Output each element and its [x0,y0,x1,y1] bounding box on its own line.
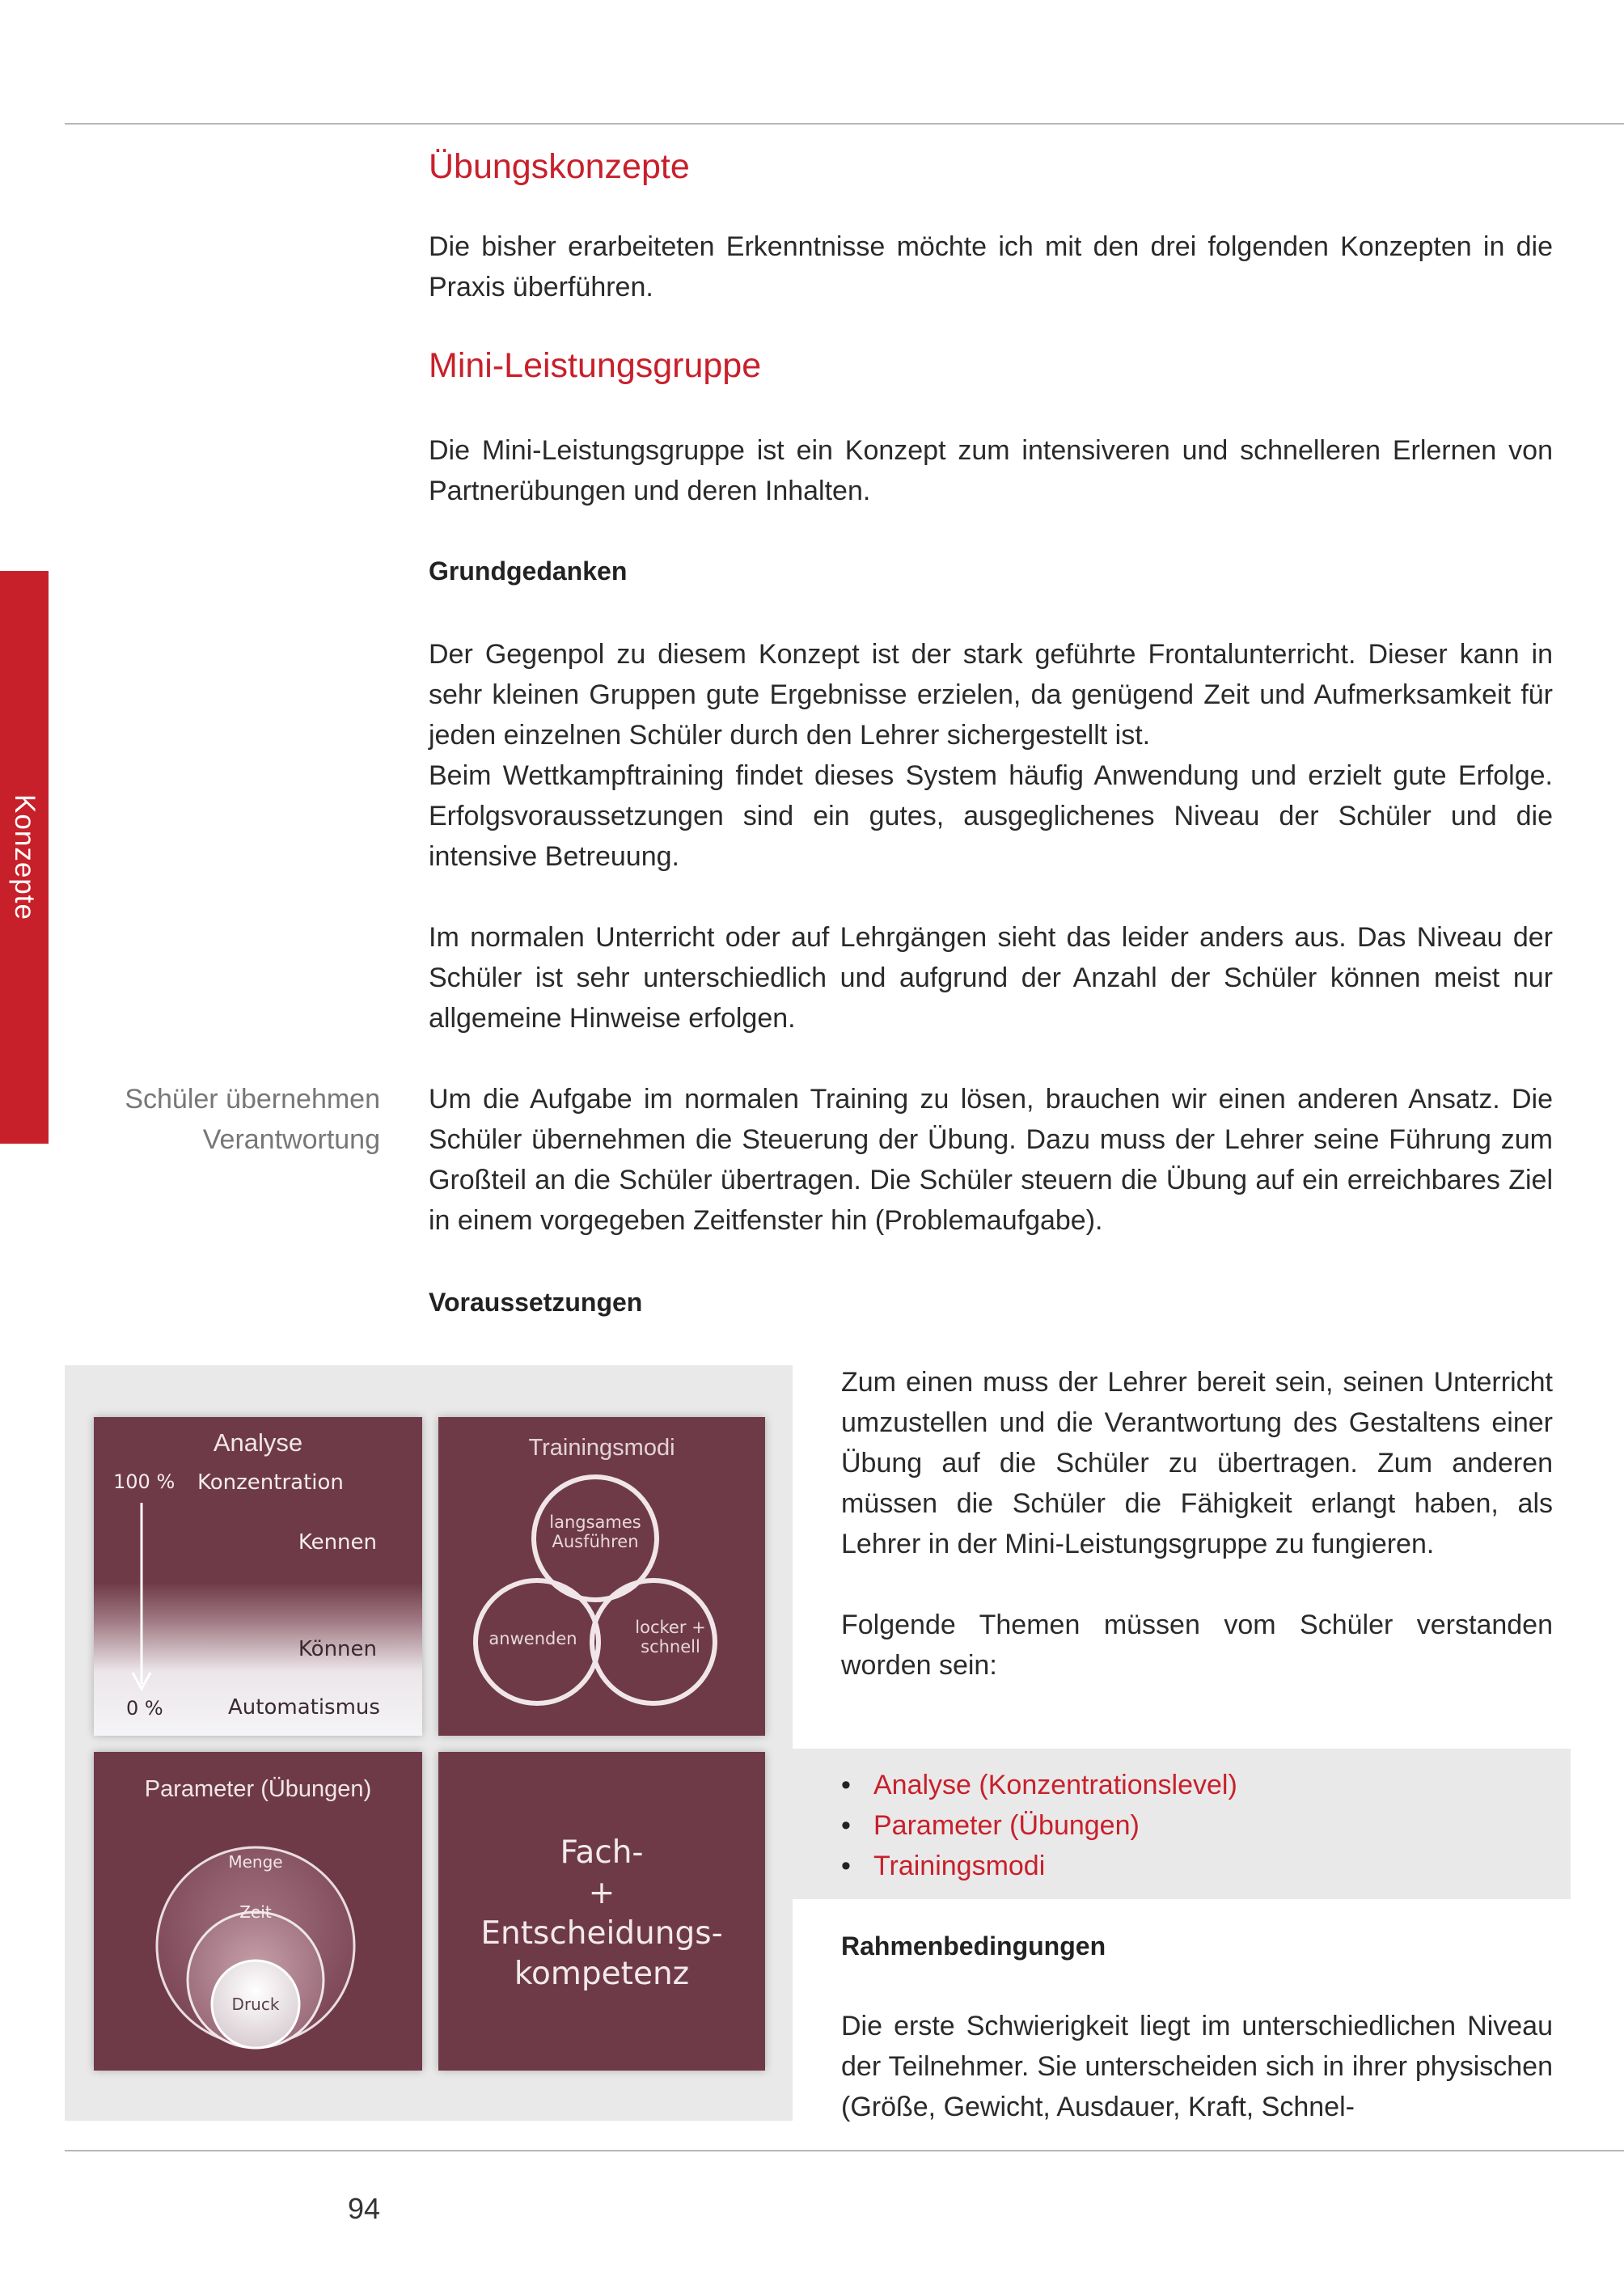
margin-note-line2: Verantwortung [202,1124,380,1155]
subheading-grundgedanken: Grundgedanken [429,556,628,586]
venn-label-right-line2: schnell [641,1637,700,1656]
topics-box [793,1749,1571,1899]
topics-list [841,1765,1237,1886]
para5-block [429,1079,1553,1241]
topic-analyse: Analyse (Konzentrationslevel) [873,1770,1237,1800]
section-tab-label: Konzepte [9,794,40,920]
section-tab [0,571,49,1144]
paragraph-themen: Folgende Themen müssen vom Schüler verstanden worden sein: [841,1610,1553,1681]
analyse-level-koennen: Können [298,1637,377,1661]
venn-label-left: anwenden [488,1629,577,1648]
intro-paragraph: Die bisher erarbeiteten Erkenntnisse möchte ich mit den drei folgenden Konzepten in die Praxis überführen. [429,231,1553,302]
trainingsmodi-title: Trainingsmodi [528,1435,675,1461]
kompetenz-line3: Entscheidungs- [480,1915,723,1952]
ring-label-zeit: Zeit [239,1902,272,1922]
paragraph-gegenpol: Der Gegenpol zu diesem Konzept ist der stark geführte Frontalunterricht. Dieser kann in sehr kleinen Gruppen gute Ergebnisse erzielen, da genügend Zeit und Aufmerksamkeit für jeden einzelnen Schüler durch den Lehrer sichergestellt ist. [429,639,1553,751]
kompetenz-text [438,1833,765,1995]
ring-label-druck: Druck [231,1995,280,2014]
concept-figure [65,1365,793,2121]
paragraph-ansatz: Um die Aufgabe im normalen Training zu lösen, brauchen wir einen anderen Ansatz. Die Schüler übernehmen die Steuerung der Übung. Dazu muss der Lehrer seine Führung zum Großteil an die Schüler übertragen. Die Schüler steuern die Übung auf ein erreichbares Ziel in einem vorgegeben Zeitfenster hin (Problemaufgabe). [429,1084,1553,1236]
heading-mini-leistungsgruppe: Mini-Leistungsgruppe [429,346,762,385]
venn-diagram [438,1417,765,1736]
list-item: • Parameter (Übungen) [841,1810,1140,1841]
paragraph-schwierigkeit: Die erste Schwierigkeit liegt im unterschiedlichen Niveau der Teilnehmer. Sie unterscheiden sich in ihrer physischen (Größe, Gewicht, Ausdauer, Kraft, Schnel- [841,2011,1553,2122]
analyse-panel [94,1417,422,1736]
bottom-rule [65,2150,1624,2151]
right-column-top [841,1362,1553,1686]
trainingsmodi-panel [438,1417,765,1736]
venn-label-right-line1: locker + [635,1618,706,1637]
kompetenz-line2: + [588,1875,615,1911]
topic-trainingsmodi: Trainingsmodi [873,1851,1046,1881]
intro-block [429,226,1553,307]
venn-label-right [618,1618,723,1656]
venn-label-top [534,1512,657,1551]
list-item: • Analyse (Konzentrationslevel) [841,1770,1237,1800]
parameter-title: Parameter (Übungen) [144,1776,372,1802]
paragraph-definition: Die Mini-Leistungsgruppe ist ein Konzept zum intensiveren und schnelleren Erlernen von Partnerübungen und deren Inhalten. [429,435,1553,506]
analyse-bottom-percent: 0 % [126,1697,163,1720]
paragraph-normaler-unterricht: Im normalen Unterricht oder auf Lehrgängen sieht das leider anders aus. Das Niveau der Schüler ist sehr unterschiedlich und aufgrund der Anzahl der Schüler können meist nur allgemeine Hinweise erfolgen. [429,922,1553,1034]
para4-block [429,917,1553,1039]
subheading-rahmenbedingungen: Rahmenbedingungen [841,1931,1106,1961]
parameter-panel [94,1752,422,2071]
para1-block [429,430,1553,511]
kompetenz-line4: kompetenz [514,1956,690,1992]
ring-label-menge: Menge [228,1852,283,1872]
paragraph-wettkampf: Beim Wettkampftraining findet dieses System häufig Anwendung und erzielt gute Erfolge. Erfolgsvoraussetzungen sind ein gutes, ausgeglichenes Niveau der Schüler und die intensive Betreuung. [429,760,1553,872]
analyse-level-automatismus: Automatismus [228,1695,380,1720]
analyse-title: Analyse [213,1428,303,1457]
analyse-top-percent: 100 % [113,1470,176,1493]
down-arrow-icon [129,1501,154,1695]
kompetenz-panel [438,1752,765,2071]
paragraph-lehrer-bereit: Zum einen muss der Lehrer bereit sein, seinen Unterricht umzustellen und die Verantwortung des Gestaltens einer Übung auf die Schüler zu übertragen. Zum anderen müssen die Schüler die Fähigkeit erlangt haben, als Lehrer in der Mini-Leistungsgruppe zu fungieren. [841,1367,1553,1559]
analyse-level-kennen: Kennen [298,1530,377,1555]
kompetenz-line1: Fach- [560,1834,644,1871]
page-number: 94 [348,2192,381,2225]
venn-label-top-line1: langsames [549,1512,641,1532]
venn-label-top-line2: Ausführen [552,1532,639,1551]
heading-uebungskonzepte: Übungskonzepte [429,147,690,186]
list-item: • Trainingsmodi [841,1851,1046,1881]
para2-block [429,634,1553,877]
subheading-voraussetzungen: Voraussetzungen [429,1288,643,1317]
margin-note-line1: Schüler übernehmen [125,1084,380,1115]
margin-note [73,1079,380,1160]
analyse-level-konzentration: Konzentration [197,1470,344,1495]
top-rule [65,123,1624,125]
right-column-bottom [841,2006,1553,2127]
topic-parameter: Parameter (Übungen) [873,1810,1140,1841]
